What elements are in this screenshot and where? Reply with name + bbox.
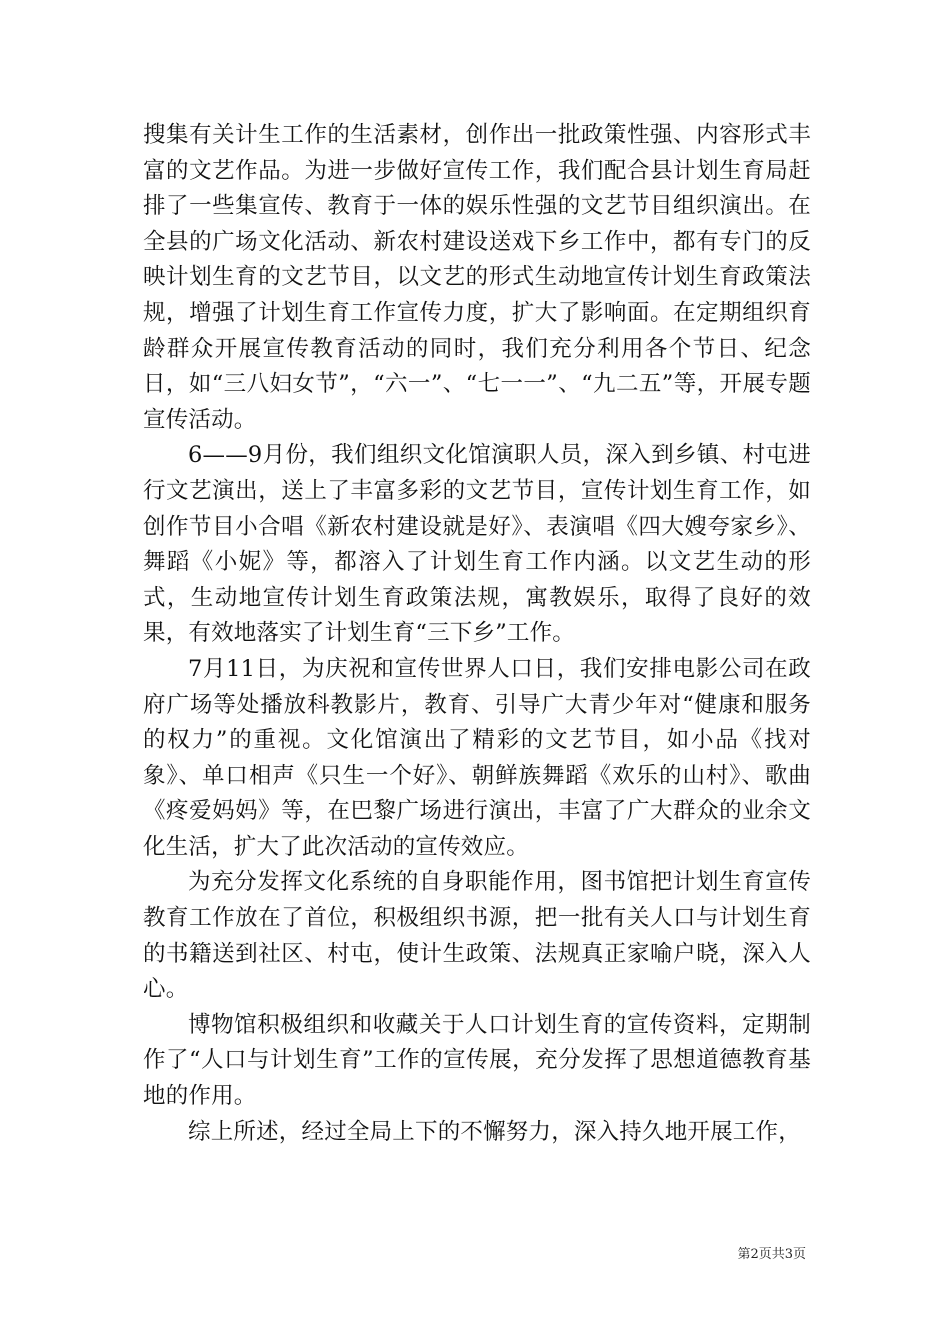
paragraph-6: 综上所述，经过全局上下的不懈努力，深入持久地开展工作，	[188, 1118, 801, 1145]
document-body	[143, 118, 811, 1150]
paragraph-2: 6——9月份，我们组织文化馆演职人员，深入到乡镇、村屯进行文艺演出，送上了丰富多彩的文艺节目，宣传计划生育工作，如创作节目小合唱《新农村建设就是好》、表演唱《四大嫂夸家乡》、舞蹈《小妮》等，都溶入了计划生育工作内涵。以文艺生动的形式，生动地宣传计划生育政策法规，寓教娱乐，取得了良好的效果，有效地落实了计划生育“三下乡”工作。	[143, 442, 811, 647]
paragraph-1: 搜集有关计生工作的生活素材，创作出一批政策性强、内容形式丰富的文艺作品。为进一步做好宣传工作，我们配合县计划生育局赶排了一些集宣传、教育于一体的娱乐性强的文艺节目组织演出。在全县的广场文化活动、新农村建设送戏下乡工作中，都有专门的反映计划生育的文艺节目，以文艺的形式生动地宣传计划生育政策法规，增强了计划生育工作宣传力度，扩大了影响面。在定期组织育龄群众开展宣传教育活动的同时，我们充分利用各个节日、纪念日，如“三八妇女节”，“六一”、“七一一”、“九二五”等，开展专题宣传活动。	[143, 122, 811, 433]
paragraph-5: 博物馆积极组织和收藏关于人口计划生育的宣传资料，定期制作了“人口与计划生育”工作的宣传展，充分发挥了思想道德教育基地的作用。	[143, 1011, 811, 1110]
paragraph-3: 7月11日，为庆祝和宣传世界人口日，我们安排电影公司在政府广场等处播放科教影片，教育、引导广大青少年对“健康和服务的权力”的重视。文化馆演出了精彩的文艺节目，如小品《找对象》、单口相声《只生一个好》、朝鲜族舞蹈《欢乐的山村》、歌曲《疼爱妈妈》等，在巴黎广场进行演出，丰富了广大群众的业余文化生活，扩大了此次活动的宣传效应。	[143, 655, 811, 860]
paragraph-4: 为充分发挥文化系统的自身职能作用，图书馆把计划生育宣传教育工作放在了首位，积极组织书源，把一批有关人口与计划生育的书籍送到社区、村屯，使计生政策、法规真正家喻户晓，深入人心。	[143, 869, 811, 1003]
page-number-footer: 第2页共3页	[737, 1247, 806, 1262]
